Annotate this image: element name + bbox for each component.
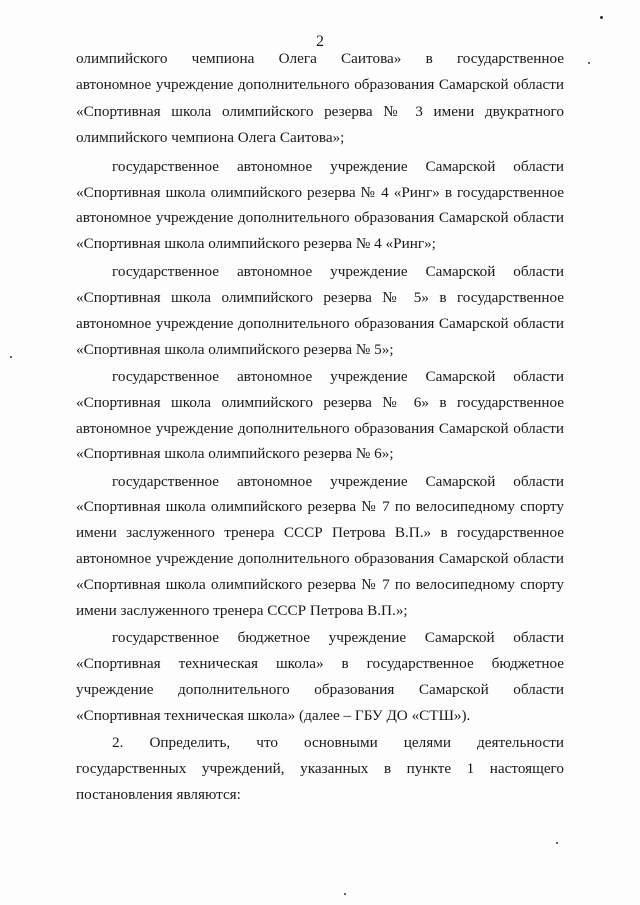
scan-speck <box>600 16 603 19</box>
text-line: «Спортивная школа олимпийского резерва № 5»; <box>76 341 394 358</box>
text-line: «Спортивная школа олимпийского резерва № 4 «Ринг»; <box>76 235 436 252</box>
text-line: государственное автономное учреждение Самарской области <box>112 263 564 280</box>
text-line: имени заслуженного тренера СССР Петрова В.П.»; <box>76 602 408 619</box>
text-line: автономное учреждение дополнительного образования Самарской области <box>76 550 564 567</box>
page-number: 2 <box>316 33 324 50</box>
text-line: олимпийского чемпиона Олега Саитова» в государственное <box>76 50 564 67</box>
text-line: имени заслуженного тренера СССР Петрова В.П.» в государственное <box>76 524 564 541</box>
text-line: олимпийского чемпиона Олега Саитова»; <box>76 129 345 146</box>
text-line: «Спортивная школа олимпийского резерва № 6» в государственное <box>76 394 564 411</box>
text-line: постановления являются: <box>76 786 241 803</box>
text-line: государственное автономное учреждение Самарской области <box>112 473 564 490</box>
text-line: автономное учреждение дополнительного образования Самарской области <box>76 209 564 226</box>
scan-speck <box>588 62 590 64</box>
text-line: автономное учреждение дополнительного образования Самарской области <box>76 420 564 437</box>
text-line: «Спортивная техническая школа» (далее – ГБУ ДО «СТШ»). <box>76 707 471 724</box>
scan-speck <box>344 893 346 895</box>
scan-speck <box>10 356 12 358</box>
text-line: «Спортивная школа олимпийского резерва № 7 по велосипедному спорту <box>76 498 564 515</box>
text-line: «Спортивная школа олимпийского резерва № 5» в государственное <box>76 289 564 306</box>
text-line: «Спортивная школа олимпийского резерва № 3 имени двукратного <box>76 103 564 120</box>
text-line: учреждение дополнительного образования Самарской области <box>76 681 564 698</box>
text-line: государственное бюджетное учреждение Самарской области <box>112 629 564 646</box>
text-line: государственное автономное учреждение Самарской области <box>112 368 564 385</box>
text-line: «Спортивная техническая школа» в государственное бюджетное <box>76 655 564 672</box>
text-line: «Спортивная школа олимпийского резерва № 6»; <box>76 445 394 462</box>
text-line: 2. Определить, что основными целями деятельности <box>112 734 564 751</box>
text-line: автономное учреждение дополнительного образования Самарской области <box>76 315 564 332</box>
text-line: автономное учреждение дополнительного образования Самарской области <box>76 76 564 93</box>
text-line: «Спортивная школа олимпийского резерва № 4 «Ринг» в государственное <box>76 184 564 201</box>
text-line: государственных учреждений, указанных в пункте 1 настоящего <box>76 760 564 777</box>
text-line: «Спортивная школа олимпийского резерва № 7 по велосипедному спорту <box>76 576 564 593</box>
text-line: государственное автономное учреждение Самарской области <box>112 158 564 175</box>
scan-speck <box>556 842 558 844</box>
